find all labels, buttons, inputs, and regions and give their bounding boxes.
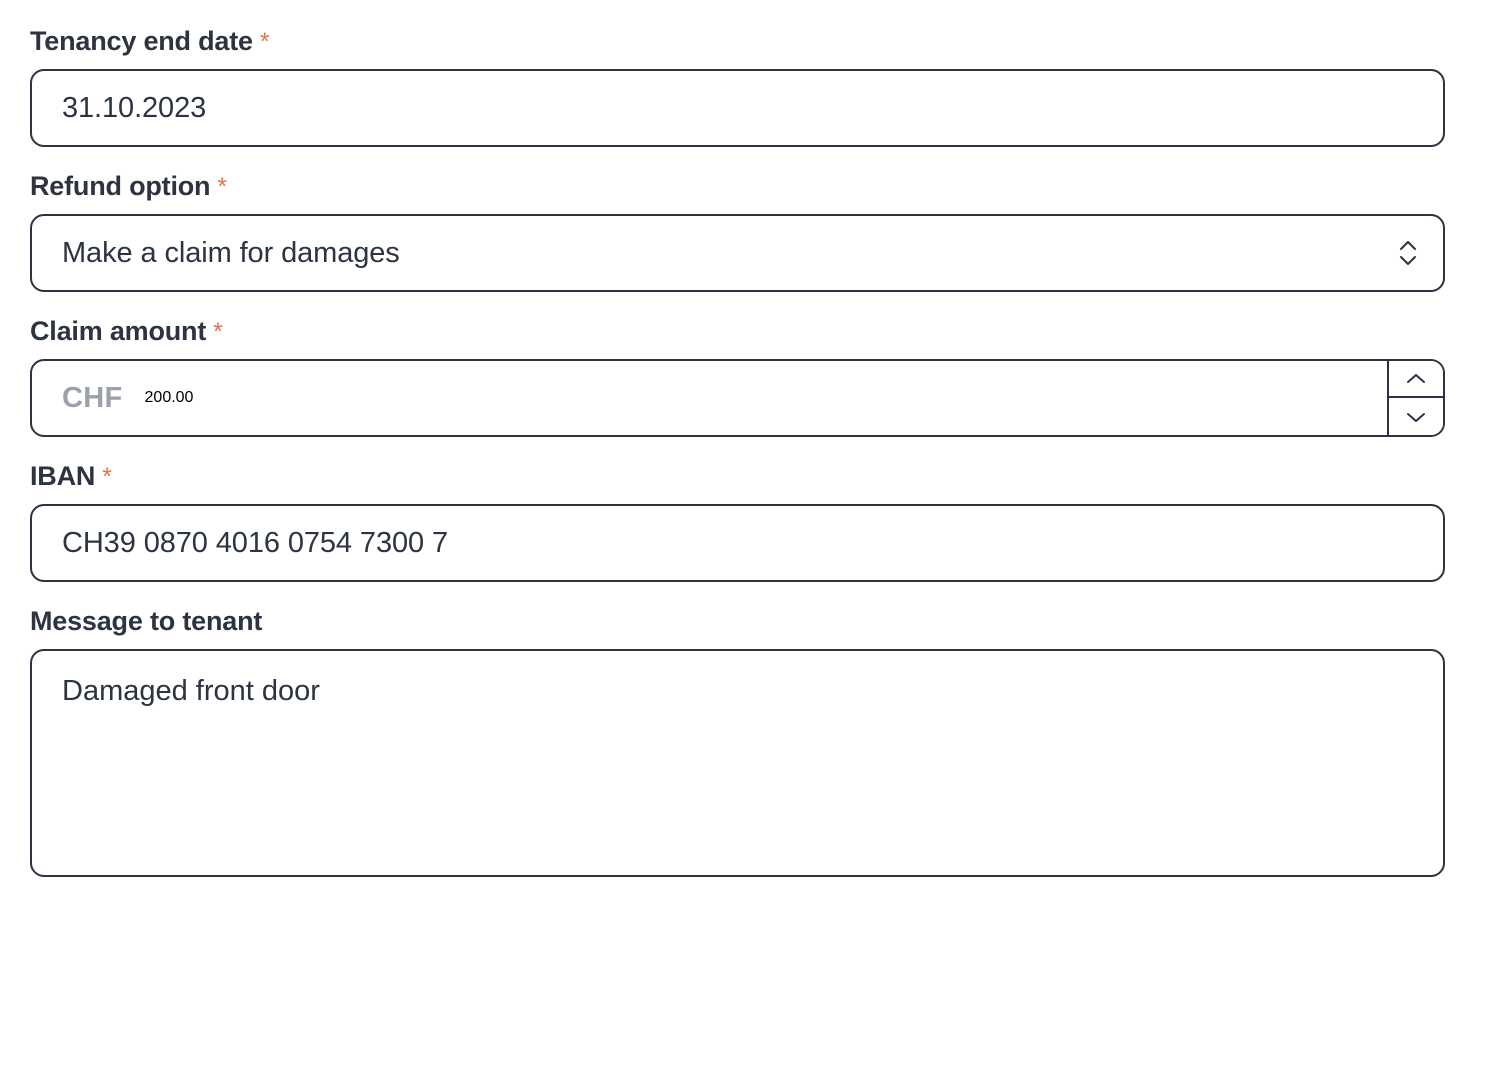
label-iban [30,461,1458,492]
claim-amount-input[interactable] [30,359,1389,437]
label-text: IBAN [30,461,96,491]
tenancy-end-date-value: 31.10.2023 [62,91,207,124]
required-asterisk: * [213,318,223,346]
label-text: Tenancy end date [30,26,253,56]
spinner-buttons [1389,359,1445,437]
claim-amount-value: 200.00 [144,389,194,406]
required-asterisk: * [102,463,112,491]
iban-input[interactable] [30,504,1445,582]
label-message-to-tenant [30,606,1458,637]
tenancy-end-date-input[interactable] [30,69,1445,147]
label-text: Refund option [30,171,211,201]
decrement-button[interactable] [1389,398,1443,435]
label-claim-amount [30,316,1458,347]
refund-option-selected-value: Make a claim for damages [62,236,400,269]
message-to-tenant-textarea[interactable]: Damaged front door [30,649,1445,877]
field-iban [30,461,1458,582]
field-claim-amount [30,316,1458,437]
label-text: Claim amount [30,316,207,346]
claim-amount-stepper [30,359,1445,437]
field-tenancy-end-date [30,26,1458,147]
field-refund-option [30,171,1458,292]
required-asterisk: * [259,28,270,56]
select-updown-icon[interactable] [1397,239,1419,267]
required-asterisk: * [217,173,227,201]
increment-button[interactable] [1389,361,1443,398]
label-tenancy-end-date [30,26,1458,57]
field-message-to-tenant [30,606,1458,877]
refund-option-select[interactable] [30,214,1445,292]
label-refund-option [30,171,1458,202]
iban-value: CH39 0870 4016 0754 7300 7 [62,526,449,559]
label-text: Message to tenant [30,606,263,636]
currency-prefix: CHF [62,381,123,414]
